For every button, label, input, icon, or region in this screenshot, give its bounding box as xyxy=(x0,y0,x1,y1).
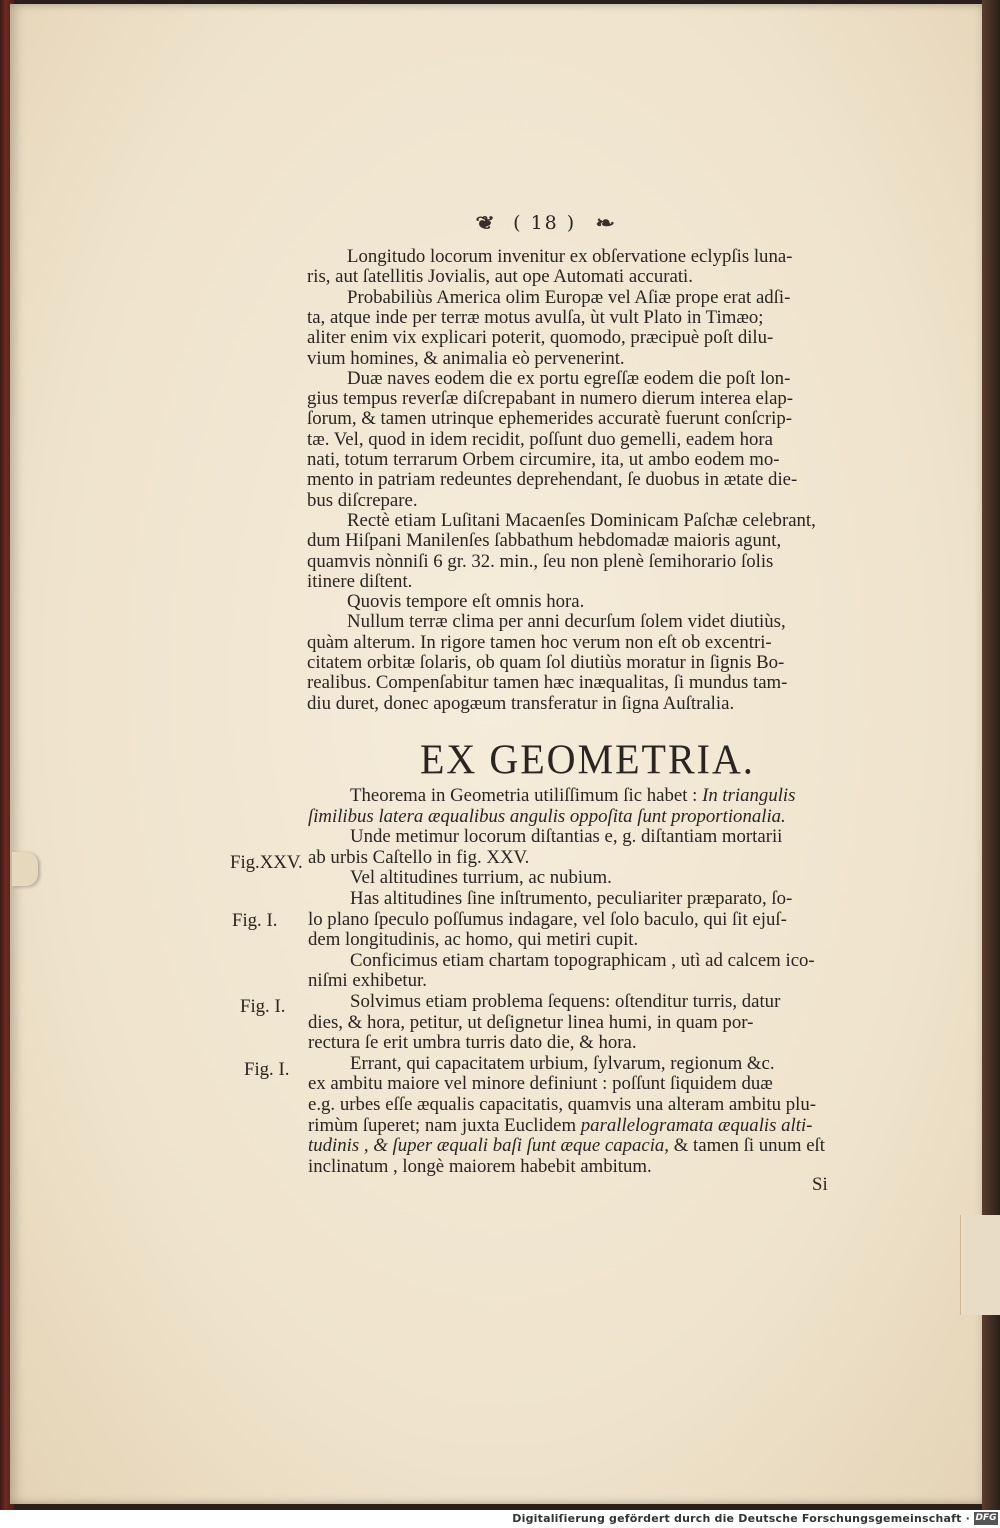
text-line xyxy=(308,1012,753,1034)
ornament-left-icon: ❦ xyxy=(475,213,498,234)
text-line xyxy=(308,909,787,931)
text-line xyxy=(350,888,792,910)
text-italic: tudinis , & ſuper æquali baſi ſunt æque capacia, xyxy=(308,1135,670,1157)
text-line xyxy=(308,970,427,992)
margin-fig-i-1: Fig. I. xyxy=(232,910,278,931)
text-line: tæ. Vel, quod in idem recidit, poſſunt duo gemelli, eadem hora xyxy=(307,428,773,450)
text-line xyxy=(350,867,612,889)
text-line: vium homines, & animalia eò pervenerint. xyxy=(307,347,625,369)
text-roman: ab urbis Caſtello in fig. XXV. xyxy=(308,846,530,868)
text-roman: niſmi exhibetur. xyxy=(308,970,427,992)
text-line: Longitudo locorum invenitur ex obſervatione eclypſis luna- xyxy=(347,246,793,267)
margin-fig-i-3: Fig. I. xyxy=(244,1059,290,1080)
text-line xyxy=(308,1073,773,1095)
text-line xyxy=(350,826,782,848)
text-italic: parallelogramata æqualis alti- xyxy=(580,1114,813,1136)
text-roman: Unde metimur locorum diſtantias e, g. diſtantiam mortarii xyxy=(350,826,783,848)
text-line: bus diſcrepare. xyxy=(307,489,418,511)
text-line xyxy=(350,785,795,807)
dfg-logo-icon: DFG xyxy=(975,1513,997,1523)
text-line: itinere diſtent. xyxy=(307,570,413,592)
text-line: Duæ naves eodem die ex portu egreſſæ eodem die poſt lon- xyxy=(347,367,791,389)
text-line xyxy=(308,1156,652,1178)
text-line: ris, aut ſatellitis Jovialis, aut ope Automati accurati. xyxy=(307,266,693,288)
text-line: ta, atque inde per terræ motus avulſa, ùt vult Plato in Timæo; xyxy=(307,306,764,328)
text-roman: inclinatum , longè maiorem habebit ambitum. xyxy=(308,1155,652,1177)
text-line: Rectè etiam Luſitani Macaenſes Dominicam Paſchæ celebrant, xyxy=(347,509,816,531)
text-line: mento in patriam redeuntes deprehendant, ſe duobus in ætate die- xyxy=(307,469,798,491)
text-line: Nullum terræ clima per anni decurſum ſolem videt diutiùs, xyxy=(347,611,786,633)
text-roman: Solvimus etiam problema ſequens: oſtenditur turris, datur xyxy=(350,991,781,1012)
text-roman: Vel altitudines turrium, ac nubium. xyxy=(350,867,612,889)
footer-credit: Digitaliſierung gefördert durch die Deutsche Forschungsgemeinschaft · xyxy=(512,1512,970,1525)
text-roman: & tamen ſi unum eſt xyxy=(669,1135,825,1157)
text-roman: rimùm ſuperet; nam juxta Euclidem xyxy=(308,1114,581,1136)
text-line xyxy=(308,1135,825,1157)
text-line: quamvis nònniſi 6 gr. 32. min., ſeu non plenè ſemihorario ſolis xyxy=(307,550,774,572)
text-line xyxy=(308,806,786,828)
text-line: nati, totum terrarum Orbem circumire, ita, ut ambo eodem mo- xyxy=(307,449,780,470)
margin-fig-i-2: Fig. I. xyxy=(240,996,286,1017)
text-line: ſorum, & tamen utrinque ephemerides accuratè fuerunt conſcrip- xyxy=(307,408,792,430)
text-line xyxy=(350,991,780,1013)
text-line xyxy=(350,950,815,972)
text-roman: Errant, qui capacitatem urbium, ſylvarum, regionum &c. xyxy=(350,1052,775,1074)
text-roman: Conficimus etiam chartam topographicam , utì ad calcem ico- xyxy=(350,949,815,971)
text-roman: dies, & hora, petitur, ut deſignetur linea humi, in quam por- xyxy=(308,1011,754,1033)
text-line: citatem orbitæ ſolaris, ob quam ſol diutiùs moratur in ſignis Bo- xyxy=(307,652,785,673)
text-line xyxy=(308,929,638,951)
text-line xyxy=(308,1094,816,1116)
catchword: Si xyxy=(812,1174,828,1195)
text-line: dum Hiſpani Manilenſes ſabbathum hebdomadæ maioris agunt, xyxy=(307,530,782,552)
text-line: gius tempus reverſæ diſcrepabant in numero dierum interea elap- xyxy=(307,388,794,410)
text-roman: ex ambitu maiore vel minore definiunt : poſſunt ſiquidem duæ xyxy=(308,1073,773,1095)
text-roman: Has altitudines ſine inſtrumento, peculiariter præparato, ſo- xyxy=(350,888,793,909)
ornament-right-icon: ❧ xyxy=(595,213,618,234)
text-italic: ſimilibus latera æqualibus angulis oppoſita ſunt proportionalia. xyxy=(308,805,786,827)
margin-fig-xxv: Fig.XXV. xyxy=(230,852,303,873)
page-edge-tab xyxy=(960,1215,1000,1315)
text-roman: Theorema in Geometria utiliſſimum ſic habet : xyxy=(350,785,703,806)
text-roman: lo plano ſpeculo poſſumus indagare, vel ſolo baculo, qui ſit ejuſ- xyxy=(308,908,787,930)
text-line: aliter enim vix explicari poterit, quomodo, præcipuè poſt dilu- xyxy=(307,327,774,349)
text-roman: e.g. urbes eſſe æqualis capacitatis, quamvis una alteram ambitu plu- xyxy=(308,1094,816,1115)
text-line: Quovis tempore eſt omnis hora. xyxy=(347,591,585,613)
text-line xyxy=(350,1053,775,1075)
text-line xyxy=(308,1032,637,1054)
page-header xyxy=(475,212,678,234)
text-line: diu duret, donec apogæum transferatur in ſigna Auſtralia. xyxy=(307,692,735,714)
text-line: quàm alterum. In rigore tamen hoc verum non eſt ob excentri- xyxy=(307,631,772,653)
text-roman: dem longitudinis, ac homo, qui metiri cupit. xyxy=(308,929,639,951)
text-line xyxy=(308,847,529,869)
text-line xyxy=(308,1115,812,1137)
text-roman: rectura ſe erit umbra turris dato die, & hora. xyxy=(308,1032,637,1054)
section-title: EX GEOMETRIA. xyxy=(420,735,755,784)
text-line: realibus. Compenſabitur tamen hæc inæqualitas, ſi mundus tam- xyxy=(307,672,788,694)
page-number: ( 18 ) xyxy=(513,212,577,234)
text-line: Probabiliùs America olim Europæ vel Aſiæ prope erat adſi- xyxy=(347,286,791,308)
text-italic: In triangulis xyxy=(702,785,796,806)
page-fold-marker xyxy=(12,852,38,886)
